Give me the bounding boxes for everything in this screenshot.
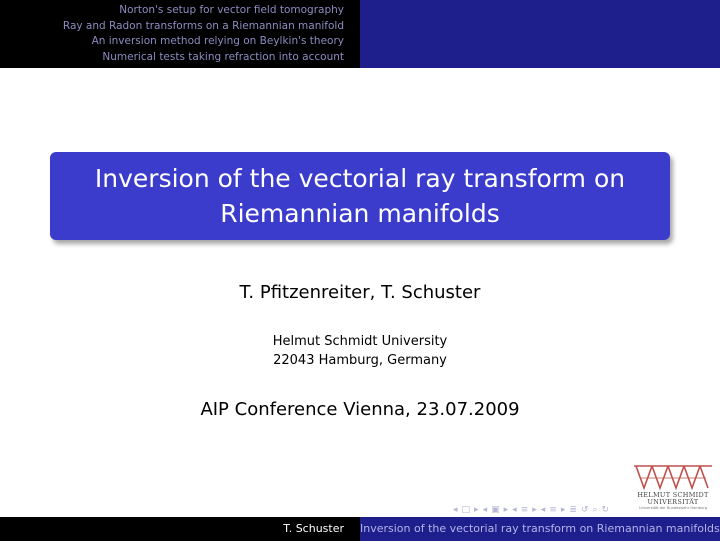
affiliation [0,332,720,370]
footer-author: T. Schuster [0,517,360,541]
beamer-navigation [452,504,610,516]
subsection-icon[interactable]: ▣ [491,505,500,515]
undo-icon[interactable]: ↺ [580,505,589,515]
logo-text-line-2: UNIVERSITÄT [647,498,699,506]
subsection-forward-icon[interactable]: ▸ [503,505,509,515]
triangle-right-icon[interactable]: ▸ [474,505,479,515]
nav-header-blank [360,0,720,68]
nav-section-4[interactable]: Numerical tests taking refraction into account [102,50,344,63]
chapter-back-icon[interactable]: ◂ [540,505,546,515]
title-block [50,152,670,240]
frame-icon[interactable]: □ [461,505,471,515]
nav-header [0,0,720,68]
slide-title-line-2: Riemannian manifolds [220,199,500,228]
section-icon[interactable]: ≡ [520,505,529,515]
affiliation-line-1: Helmut Schmidt University [272,334,448,349]
chapter-forward-icon[interactable]: ▸ [560,505,566,515]
chapter-icon[interactable]: ≡ [549,505,557,515]
nav-section-3[interactable]: An inversion method relying on Beylkin's theory [91,35,344,47]
slide-title-line-1: Inversion of the vectorial ray transform on [94,164,626,193]
footer [0,517,720,541]
footer-short-title: Inversion of the vectorial ray transform on Riemannian manifolds [360,517,720,541]
search-icon[interactable]: ⌕ [592,505,598,515]
affiliation-line-2: 22043 Hamburg, Germany [273,353,447,368]
logo-text-line-1: HELMUT SCHMIDT [637,491,709,499]
subsection-back-icon[interactable]: ◂ [482,505,488,515]
conference-date: AIP Conference Vienna, 23.07.2009 [200,399,520,420]
university-logo [630,462,716,524]
nav-section-2[interactable]: Ray and Radon transforms on a Riemannian manifold [62,19,344,32]
logo-mark-icon [630,462,716,492]
logo-text-line-3: Universität der Bundeswehr Hamburg [639,506,707,510]
section-forward-icon[interactable]: ▸ [532,505,537,515]
section-navigation [0,0,360,68]
triangle-left-icon[interactable]: ◂ [453,505,458,515]
align-icon[interactable]: ≣ [569,505,577,515]
redo-icon[interactable]: ↻ [601,505,610,515]
nav-section-1[interactable]: Norton's setup for vector field tomography [119,4,344,16]
authors: T. Pfitzenreiter, T. Schuster [239,282,481,303]
section-back-icon[interactable]: ◂ [512,505,517,515]
